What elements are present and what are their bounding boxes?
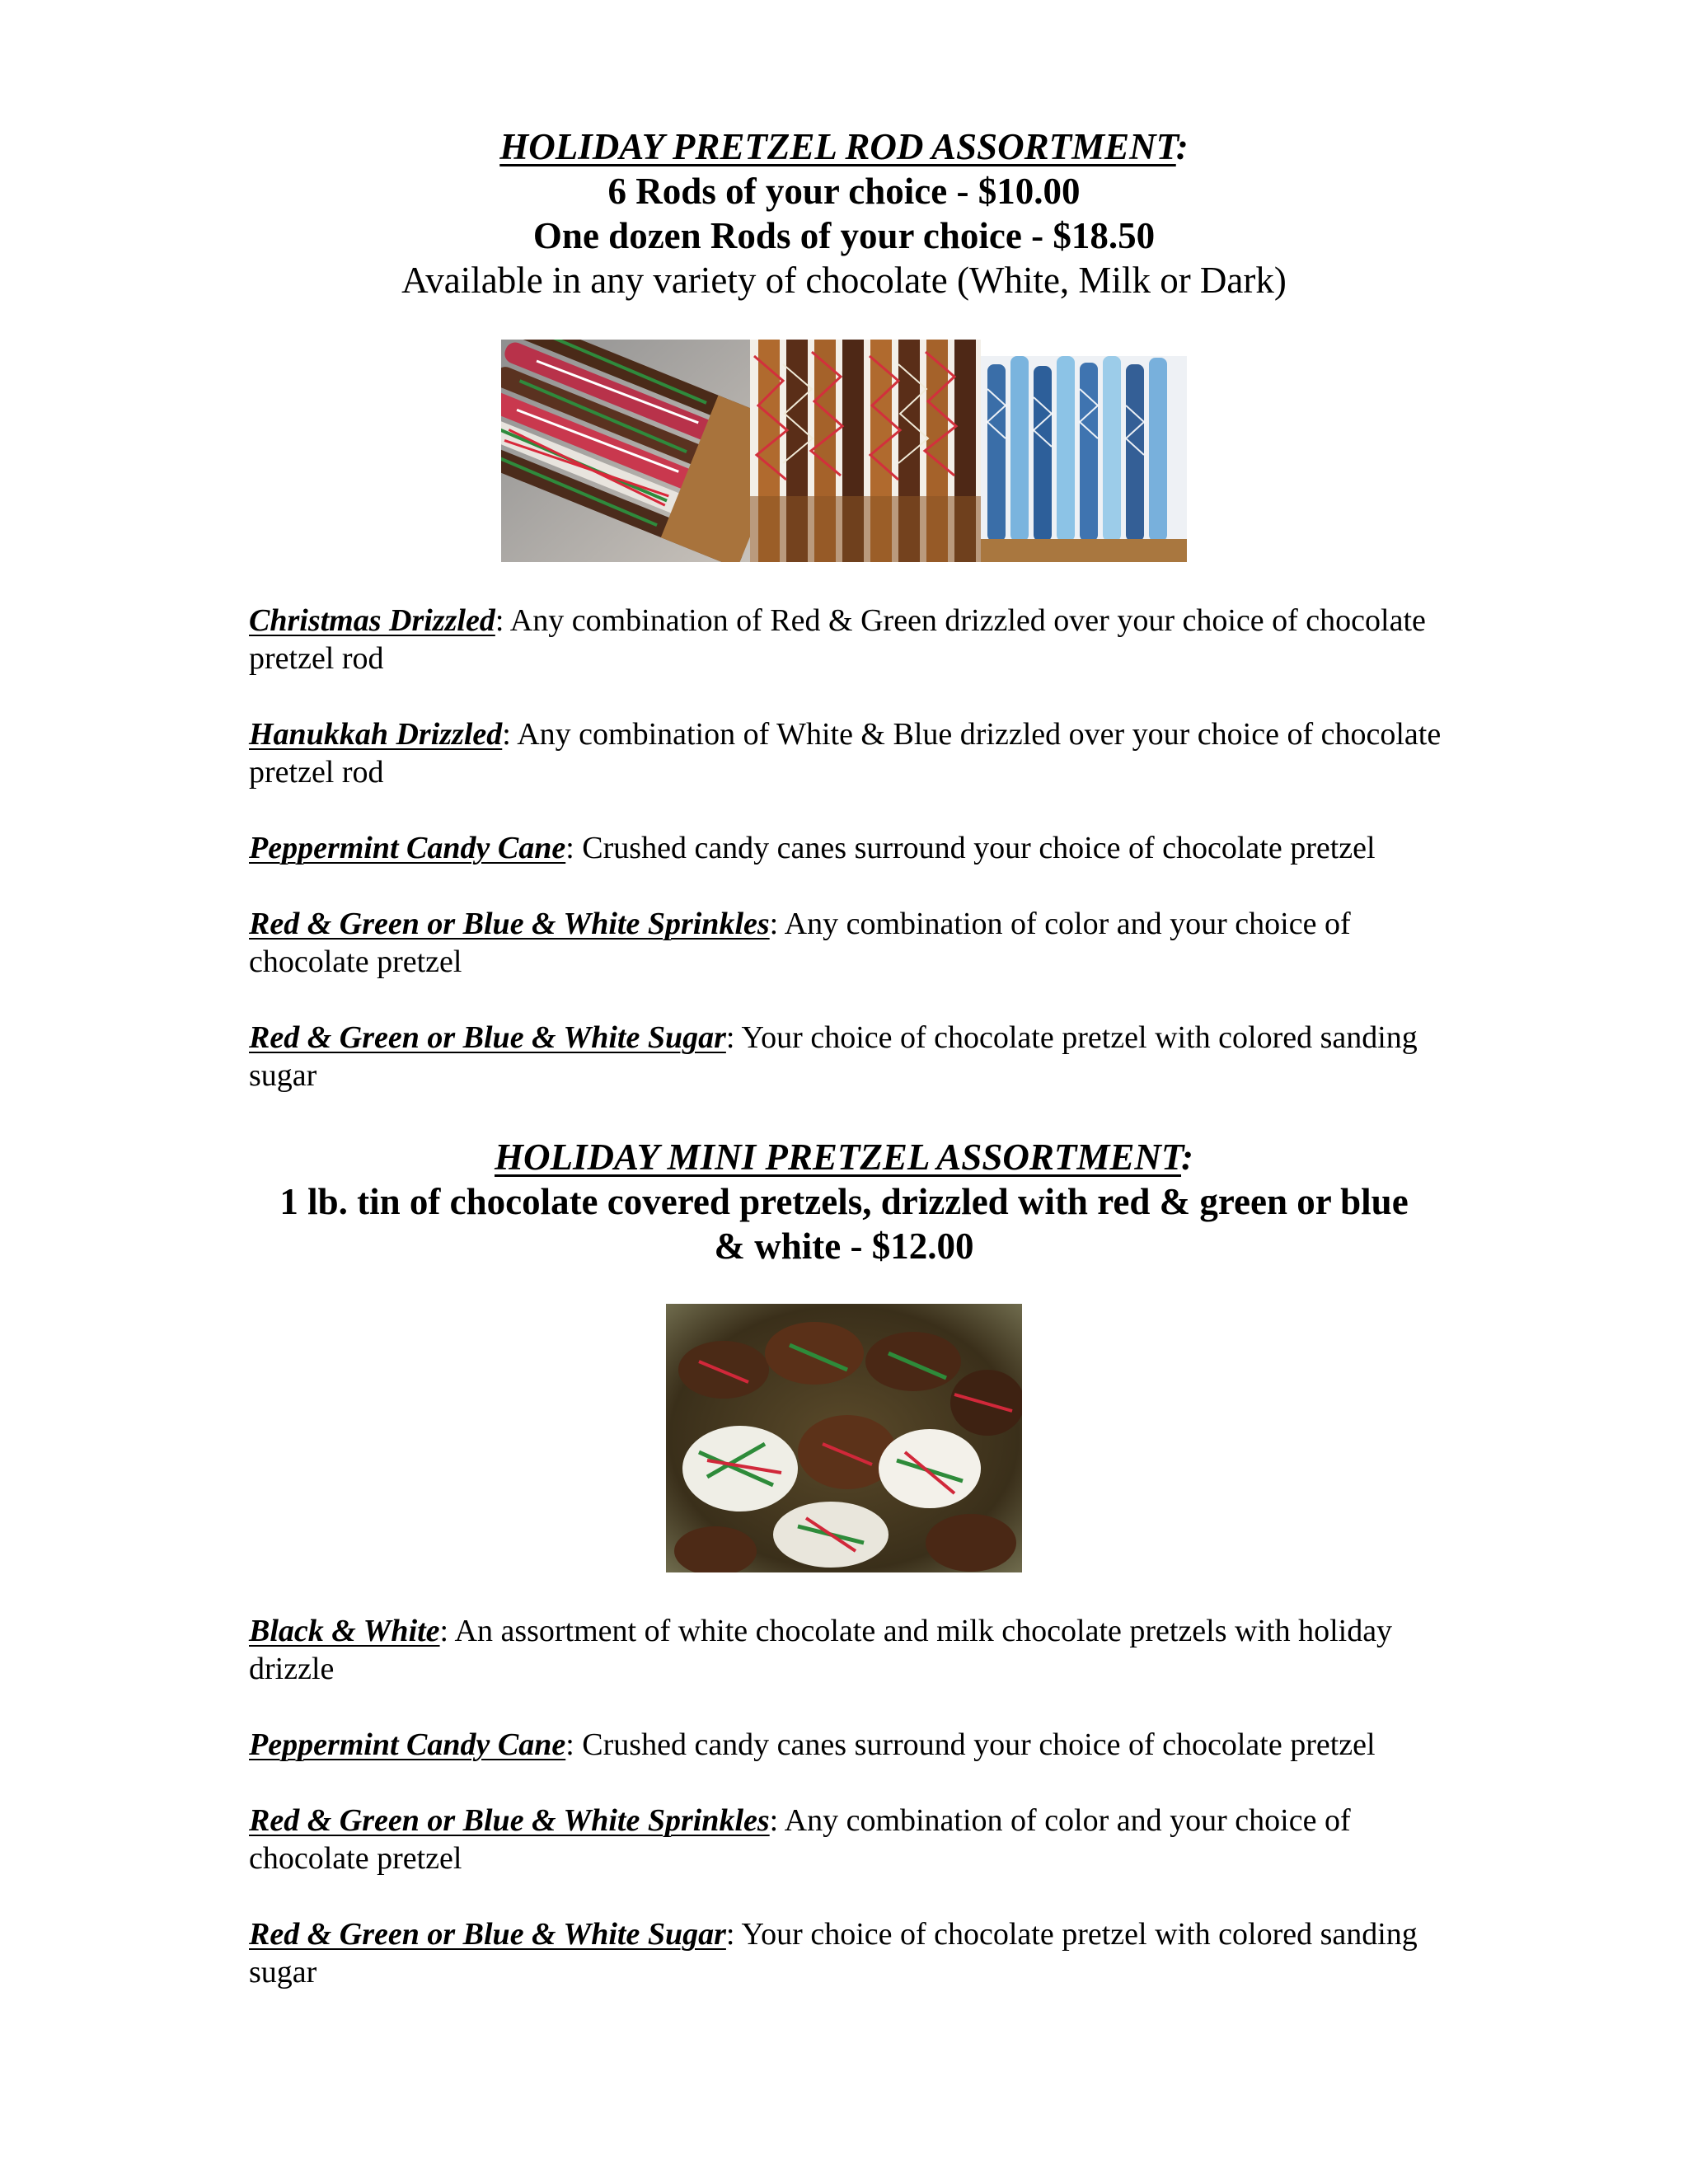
mini-item-text: : An assortment of white chocolate and milk chocolate pretzels with holiday drizzle bbox=[249, 1614, 1393, 1686]
mini-price-line-1: 1 lb. tin of chocolate covered pretzels, drizzled with red & green or blue bbox=[279, 1181, 1409, 1222]
rod-item-peppermint-candy-cane bbox=[249, 829, 1452, 867]
rod-item-name: Red & Green or Blue & White Sprinkles bbox=[249, 907, 770, 941]
rod-item-name: Red & Green or Blue & White Sugar bbox=[249, 1020, 726, 1055]
mini-item-text: : Crushed candy canes surround your choice of chocolate pretzel bbox=[565, 1727, 1376, 1762]
rod-item-text: : Your choice of chocolate pretzel with colored sanding sugar bbox=[249, 1020, 1418, 1093]
christmas-drizzled-rods-photo bbox=[501, 340, 750, 562]
rod-item-hanukkah-drizzled bbox=[249, 715, 1452, 791]
rod-item-text: : Any combination of color and your choice of chocolate pretzel bbox=[249, 907, 1351, 979]
mini-item-text: : Any combination of color and your choice of chocolate pretzel bbox=[249, 1803, 1351, 1876]
mini-item-sprinkles bbox=[249, 1802, 1452, 1877]
mini-price-line-2: & white - $12.00 bbox=[714, 1226, 974, 1267]
rod-item-name: Christmas Drizzled bbox=[249, 603, 495, 638]
mini-item-black-white bbox=[249, 1612, 1452, 1688]
rod-item-christmas-drizzled bbox=[249, 602, 1452, 677]
rod-item-sugar bbox=[249, 1019, 1452, 1094]
mini-pretzel-tin-photo bbox=[666, 1304, 1022, 1572]
mini-item-text: : Your choice of chocolate pretzel with colored sanding sugar bbox=[249, 1917, 1418, 1990]
rod-section-title: HOLIDAY PRETZEL ROD ASSORTMENT: bbox=[499, 126, 1189, 167]
rod-item-name: Hanukkah Drizzled bbox=[249, 717, 503, 752]
mini-item-name: Black & White bbox=[249, 1614, 440, 1648]
mini-section-title: HOLIDAY MINI PRETZEL ASSORTMENT: bbox=[494, 1137, 1194, 1178]
rod-item-name: Peppermint Candy Cane bbox=[249, 831, 566, 865]
blue-white-sugar-rods-photo bbox=[981, 356, 1187, 562]
red-drizzled-rods-photo bbox=[750, 340, 981, 562]
rod-item-text: : Any combination of White & Blue drizzled over your choice of chocolate pretzel rod bbox=[249, 717, 1442, 790]
rod-availability-text: Available in any variety of chocolate (White, Milk or Dark) bbox=[401, 260, 1287, 301]
rod-item-sprinkles bbox=[249, 905, 1452, 981]
mini-item-name: Peppermint Candy Cane bbox=[249, 1727, 566, 1762]
rod-item-text: : Crushed candy canes surround your choice of chocolate pretzel bbox=[565, 831, 1376, 865]
rod-price-six: 6 Rods of your choice - $10.00 bbox=[607, 171, 1081, 212]
mini-item-name: Red & Green or Blue & White Sugar bbox=[249, 1917, 726, 1952]
rod-item-text: : Any combination of Red & Green drizzled over your choice of chocolate pretzel rod bbox=[249, 603, 1426, 676]
rod-price-dozen: One dozen Rods of your choice - $18.50 bbox=[532, 215, 1156, 256]
mini-item-name: Red & Green or Blue & White Sprinkles bbox=[249, 1803, 770, 1838]
mini-item-peppermint-candy-cane bbox=[249, 1726, 1452, 1764]
mini-item-sugar bbox=[249, 1915, 1452, 1991]
